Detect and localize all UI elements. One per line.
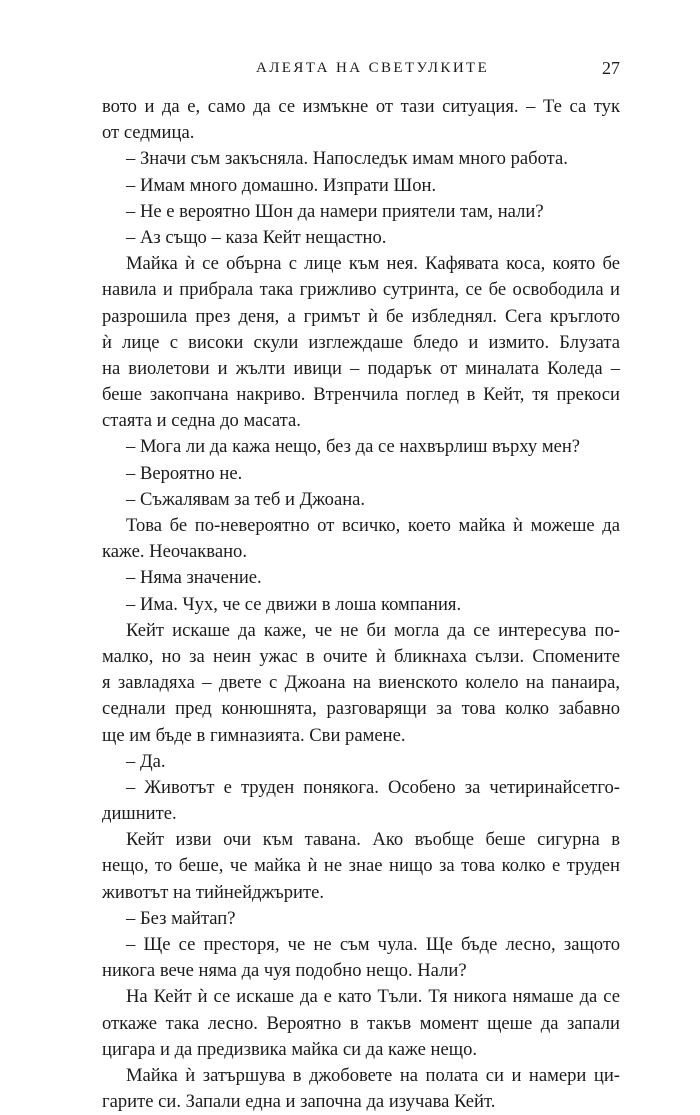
text-line: – Има. Чух, че се движи в лоша компания. [126, 593, 462, 615]
text-line: от седмица. [102, 122, 195, 144]
text-line: цигара и да предизвика майка си да каже нещо. [102, 1038, 478, 1060]
text-line: седнали пред конюшнята, разговарящи за това колко забавно [102, 698, 620, 720]
text-line: ще им бъде в гимназията. Сви рамене. [102, 724, 406, 746]
text-line: Майка ѝ затършува в джобовете на полата си и намери ци- [126, 1064, 620, 1086]
text-line: На Кейт ѝ се искаше да е като Тъли. Тя никога нямаше да се [126, 986, 620, 1008]
text-line: никога вече няма да чуя подобно нещо. Нали? [102, 960, 467, 982]
text-line: – Съжалявам за теб и Джоана. [126, 488, 366, 510]
text-line: Кейт искаше да каже, че не би могла да се интересува по- [126, 619, 620, 641]
text-line: – Значи съм закъсняла. Напоследък имам много работа. [126, 148, 568, 170]
text-line: Майка ѝ се обърна с лице към нея. Кафявата коса, която бе [126, 253, 620, 275]
text-line: малко, но за неин ужас в очите ѝ бликнаха сълзи. Спомените [102, 645, 620, 667]
text-line: животът на тийнейджърите. [102, 881, 324, 903]
body-text [102, 94, 620, 1115]
text-line: на виолетови и жълти ивици – подарък от миналата Коледа – [102, 357, 620, 379]
text-line: я завладяха – двете с Джоана на виенското колело на панаира, [102, 672, 620, 694]
text-line: гарите си. Запали една и започна да изучава Кейт. [102, 1091, 496, 1113]
text-line: разрошила през деня, а гримът ѝ бе избледнял. Сега кръглото [102, 305, 620, 327]
text-line: дишните. [102, 803, 177, 825]
text-line: – Имам много домашно. Изпрати Шон. [126, 174, 437, 196]
text-line: вото и да е, само да се измъкне от тази ситуация. – Те са тук [102, 96, 620, 117]
text-line: – Без майтап? [126, 907, 236, 929]
text-line: Това бе по-невероятно от всичко, което майка ѝ можеше да [126, 515, 620, 536]
text-line: нещо, то беше, че майка ѝ не знае нищо за това колко е труден [102, 855, 620, 877]
text-line: навила и прибрала така грижливо сутринта, се бе освободила и [102, 279, 620, 301]
text-line: – Аз също – каза Кейт нещастно. [126, 226, 387, 248]
text-line: каже. Неочаквано. [102, 541, 247, 563]
book-title: АЛЕЯТА НА СВЕТУЛКИТЕ [256, 60, 490, 76]
text-line: – Животът е труден понякога. Особено за четиринайсетго- [126, 776, 620, 798]
text-line: – Ще се престоря, че не съм чула. Ще бъде лесно, защото [126, 934, 620, 955]
text-line: – Мога ли да кажа нещо, без да се нахвърлиш върху мен? [126, 436, 581, 458]
text-line: стаята и седна до масата. [102, 410, 301, 432]
page-number: 27 [602, 58, 620, 78]
running-header [102, 56, 620, 80]
text-line: – Да. [126, 750, 166, 772]
text-line: – Вероятно не. [126, 462, 243, 484]
text-line: – Не е вероятно Шон да намери приятели там, нали? [126, 200, 544, 222]
text-line: беше закопчана накриво. Втренчила поглед в Кейт, тя прекоси [102, 384, 620, 406]
text-line: – Няма значение. [126, 567, 262, 589]
text-line: Кейт изви очи към тавана. Ако въобще беше сигурна в [126, 829, 620, 851]
text-line: откаже така лесно. Вероятно в такъв момент щеше да запали [102, 1012, 620, 1034]
text-line: ѝ лице с високи скули изглеждаше бледо и измито. Блузата [102, 331, 620, 353]
